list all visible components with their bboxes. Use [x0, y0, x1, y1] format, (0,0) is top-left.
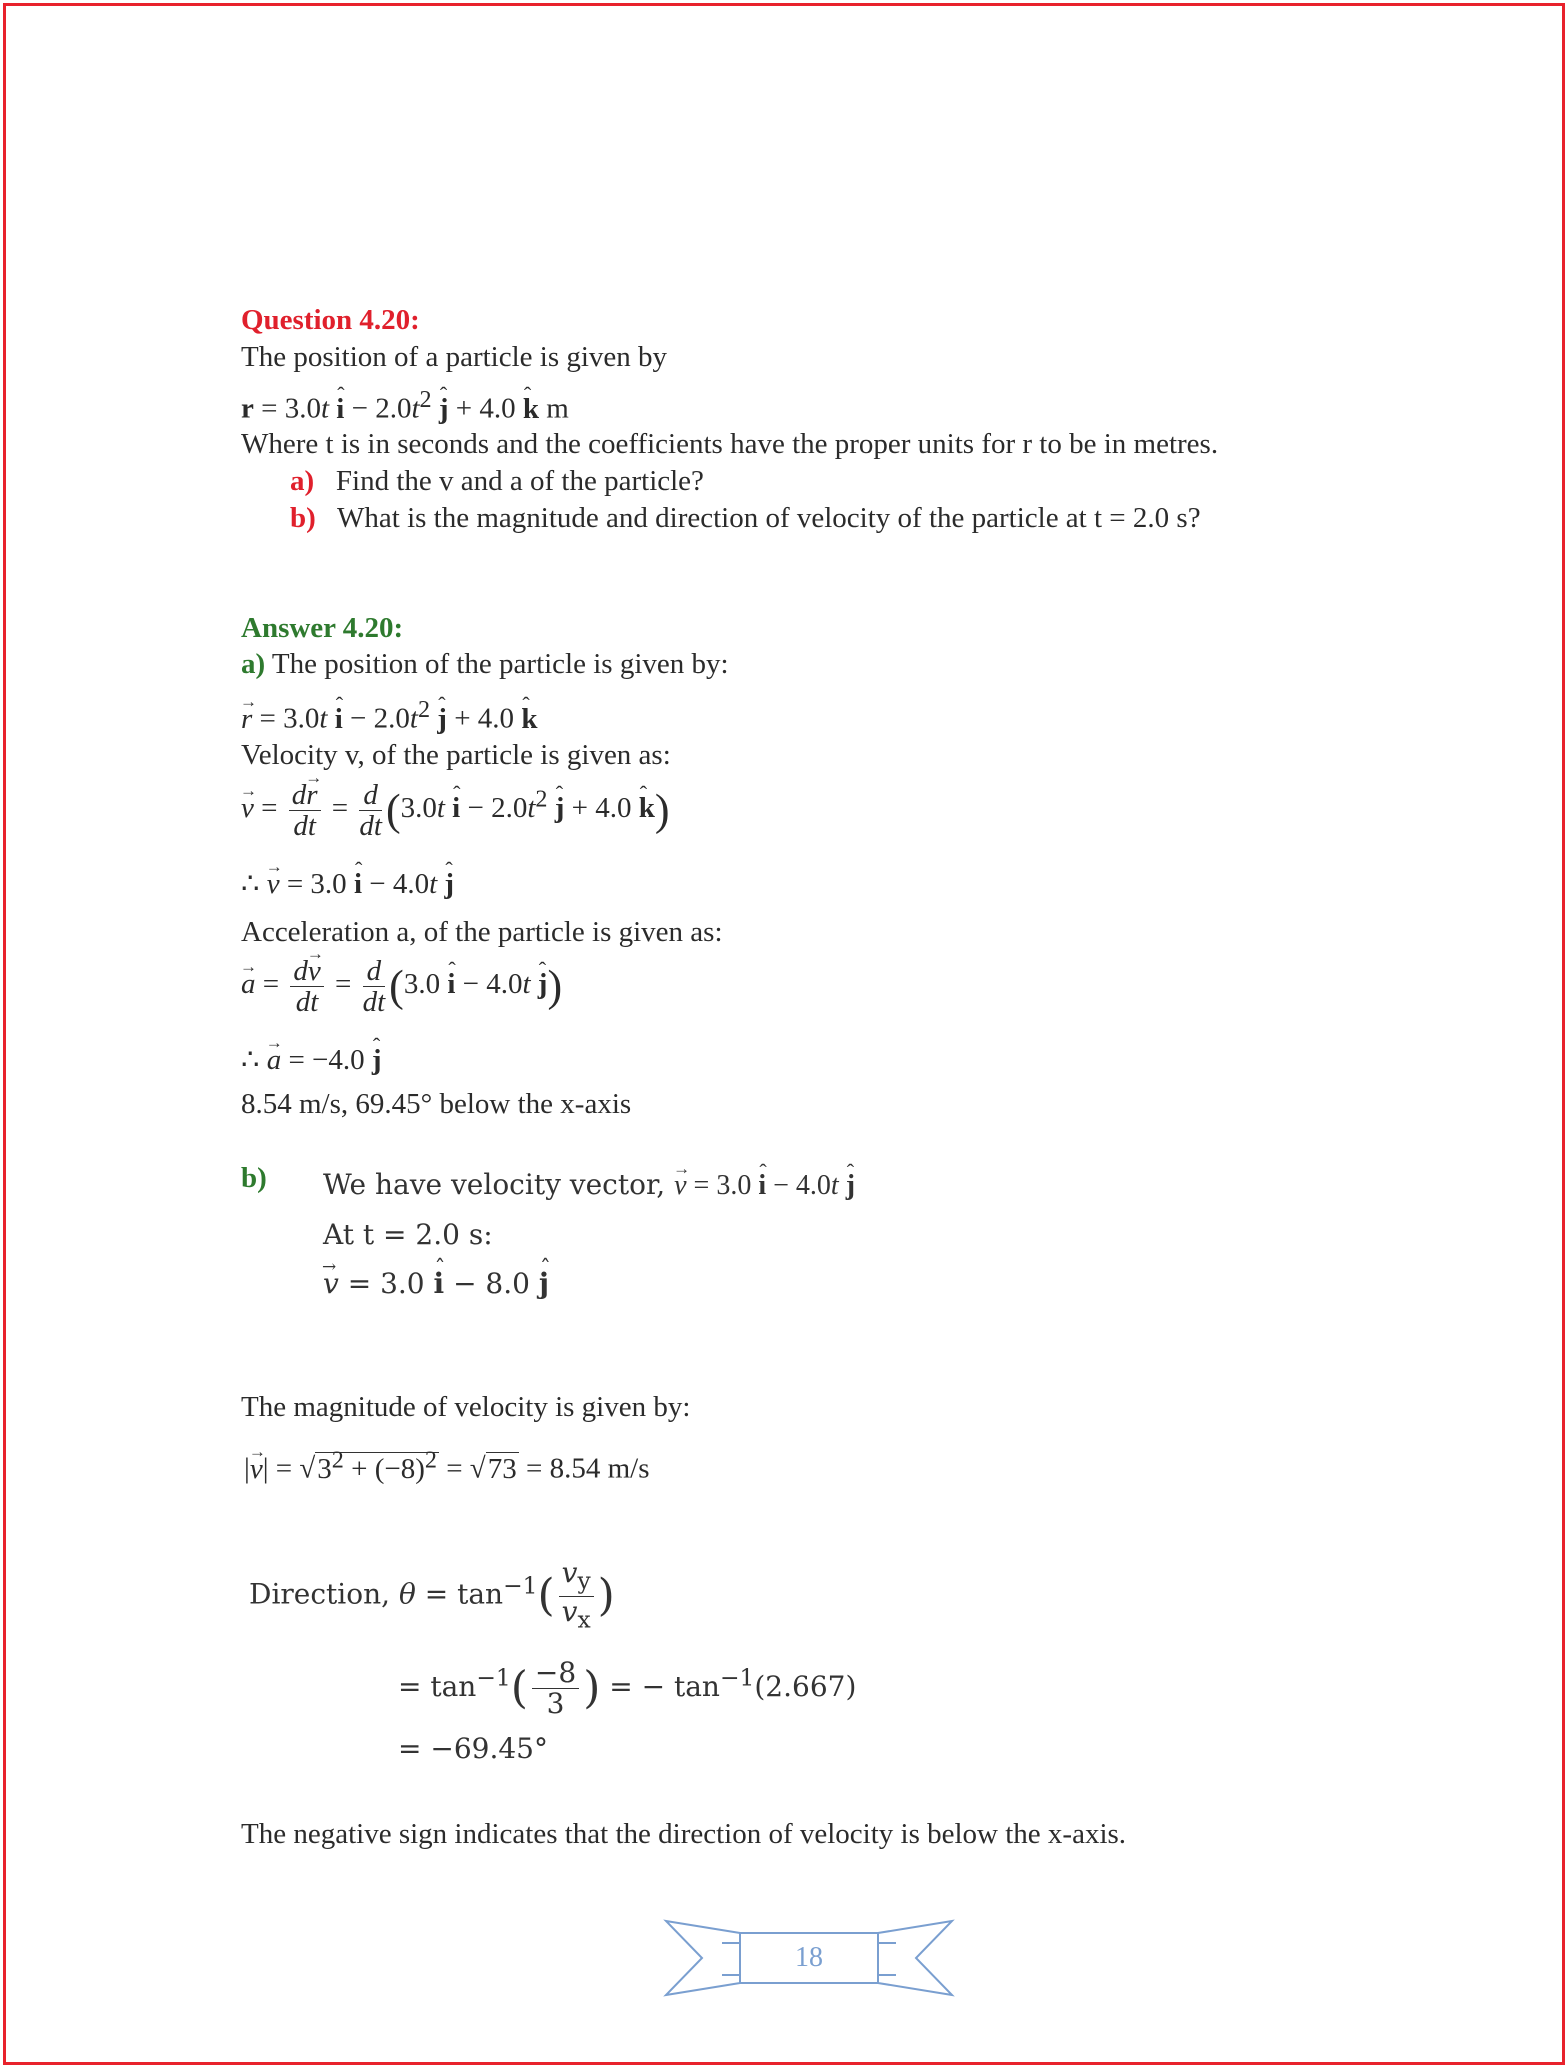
velocity-intro: Velocity v, of the particle is given as:	[241, 739, 671, 771]
direction-calc: = $\tan^{-1}$( $\frac{-8}{3}$ ) = − $\tan^{-1}(2.667)$	[398, 1656, 857, 1720]
part-b-line1: We have velocity vector,	[323, 1168, 666, 1201]
direction-result: = −69.45°	[398, 1732, 548, 1765]
position-vector-equation: → r = 3.0t ˆ $i - 2.0t^2$ ˆ j + 4.0 ˆ k	[241, 692, 537, 737]
velocity-derivative-equation: → v = $\frac{d\to r}{dt}$ = $\frac{d}{dt}$ (3.0t ˆ $i - 2.0t^2$ ˆ j + 4.0 ˆ k)	[241, 780, 670, 841]
answer-part-b-label: b)	[241, 1162, 267, 1194]
part-b-velocity-line: We have velocity vector, → v = 3.0 ˆ i − 4.0t ˆ j	[323, 1167, 855, 1204]
question-part-a	[290, 463, 704, 499]
page-number: 18	[795, 1942, 823, 1973]
part-a-text: Find the v and a of the particle?	[335, 465, 704, 497]
question-heading: Question 4.20:	[241, 304, 420, 336]
answer-part-a-text: The position of the particle is given by:	[271, 648, 729, 680]
magnitude-intro: The magnitude of velocity is given by:	[241, 1391, 691, 1423]
answer-part-a-intro	[241, 646, 729, 682]
where-text: Where t is in seconds and the coefficients have the proper units for r to be in metres.	[241, 428, 1219, 460]
direction-label: Direction,	[249, 1577, 391, 1611]
part-b-label: b)	[290, 502, 316, 534]
answer-result-line: 8.54 m/s, 69.45° below the x-axis	[241, 1088, 632, 1120]
part-a-label: a)	[290, 465, 315, 497]
magnitude-result: 8.54 m/s	[549, 1452, 650, 1485]
direction-equation: Direction, $\theta = \tan^{-1}$( $\frac{v_y}{v_x}$ )	[249, 1556, 615, 1634]
question-where	[241, 426, 1218, 462]
direction-value: −69.45°	[430, 1732, 548, 1765]
acceleration-derivative-equation: → a = $\frac{d\to v}{dt}$ = $\frac{d}{dt}$ (3.0 ˆ i − 4.0t ˆ j)	[241, 956, 562, 1017]
question-part-b	[290, 500, 1201, 536]
velocity-result-equation: ∴ → v = 3.0 ˆ i − 4.0t ˆ j	[241, 866, 454, 902]
part-b-text: What is the magnitude and direction of velocity of the particle at t = 2.0 s?	[337, 502, 1201, 534]
answer-part-a-label: a)	[241, 648, 266, 680]
acceleration-result-equation: ∴ → a = −4.0 ˆ j	[241, 1042, 382, 1078]
part-b-velocity-at-2s: → v = 3.0 ˆ i − 8.0 ˆ j	[323, 1266, 549, 1302]
acceleration-intro: Acceleration a, of the particle is given as:	[241, 916, 723, 948]
position-equation: r = 3.0t ˆ $i - 2.0t^2$ ˆ j + 4.0 ˆ k m	[241, 382, 569, 427]
magnitude-equation: |→ $v| = √3^2 + (-8)^2 = √73 = 8.54$ m/s	[244, 1442, 650, 1487]
part-b-at-time: At t = 2.0 s:	[323, 1218, 493, 1251]
question-intro: The position of a particle is given by	[241, 341, 668, 373]
page-number-ribbon	[662, 1913, 956, 2003]
conclusion-text: The negative sign indicates that the direction of velocity is below the x-axis.	[241, 1818, 1127, 1850]
answer-heading: Answer 4.20:	[241, 612, 404, 644]
page-border	[3, 3, 1565, 2065]
